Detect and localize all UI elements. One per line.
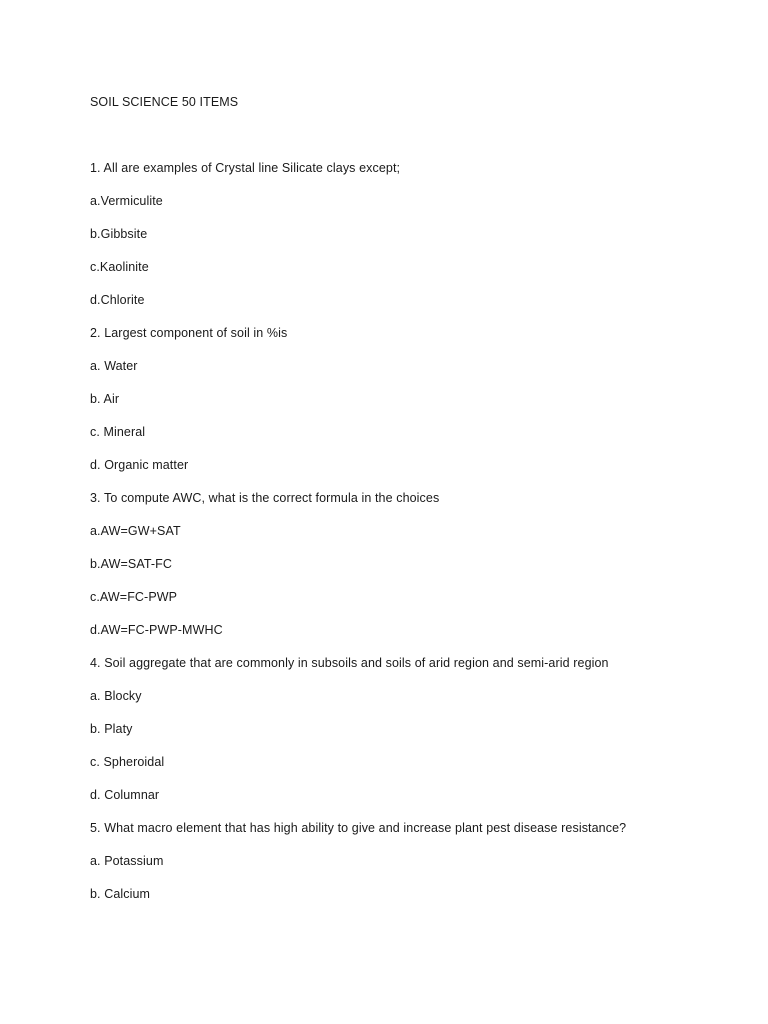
document-line: b. Platy <box>90 722 133 736</box>
document-line: b.Gibbsite <box>90 227 148 241</box>
document-line: d.AW=FC-PWP-MWHC <box>90 623 223 637</box>
document-line: a. Blocky <box>90 689 142 703</box>
document-line: c. Mineral <box>90 425 146 439</box>
document-line: a. Potassium <box>90 854 164 868</box>
document-line: 5. What macro element that has high ability to give and increase plant pest disease resistance? <box>90 821 627 835</box>
document-line: c.Kaolinite <box>90 260 149 274</box>
document-line: b. Calcium <box>90 887 151 901</box>
document-line: 2. Largest component of soil in %is <box>90 326 288 340</box>
question-list <box>90 160 730 919</box>
document-line: d. Columnar <box>90 788 160 802</box>
document-line: a. Water <box>90 359 138 373</box>
document-line: 1. All are examples of Crystal line Silicate clays except; <box>90 161 401 175</box>
document-line: 4. Soil aggregate that are commonly in subsoils and soils of arid region and semi-arid region <box>90 656 609 670</box>
document-line: a.Vermiculite <box>90 194 163 208</box>
document-line: b.AW=SAT-FC <box>90 557 173 571</box>
document-title: SOIL SCIENCE 50 ITEMS <box>90 95 239 109</box>
document-line: d. Organic matter <box>90 458 189 472</box>
document-line: d.Chlorite <box>90 293 145 307</box>
document-line: c.AW=FC-PWP <box>90 590 178 604</box>
document-line: b. Air <box>90 392 120 406</box>
document-line: 3. To compute AWC, what is the correct formula in the choices <box>90 491 440 505</box>
document-line: c. Spheroidal <box>90 755 165 769</box>
document-line: a.AW=GW+SAT <box>90 524 181 538</box>
